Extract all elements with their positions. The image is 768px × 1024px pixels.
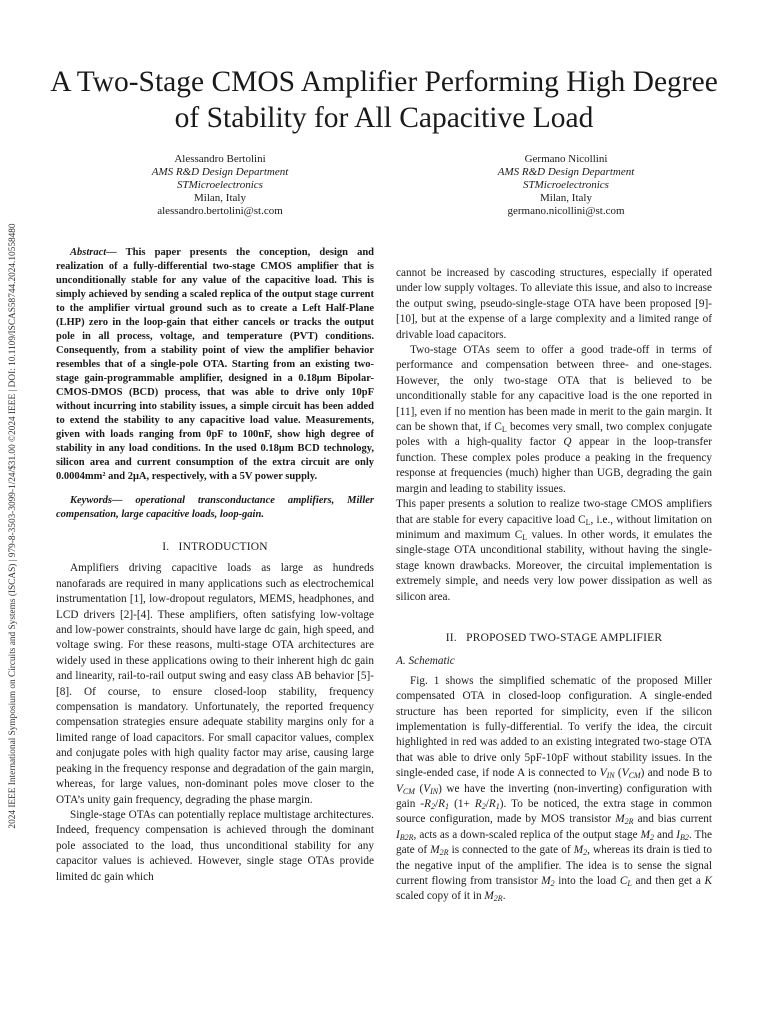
paper-title: A Two-Stage CMOS Amplifier Performing High Degree of Stability for All Capacitive Load (50, 66, 718, 134)
intro-paragraph-1: Amplifiers driving capacitive loads as large as hundreds nanofarads are required in many applications such as electrochemical instrumentation [1], low-dropout regulators, MEMS, headphones, and LCD drivers [2]-[4]. These amplifiers, often satisfying low-voltage and low-power constraints, should have large dc gain, high speed, and voltage swing. For these reasons, multi-stage OTA architectures are widely used in these applications owing to their inherent high dc gain and linearity, rail-to-rail output swing and easy class AB behavior [5]-[8]. Of course, to ensure closed-loop stability, frequency compensation is mandatory. Unfortunately, the reported frequency compensation strategies ensure adequate stability margins only for a limited range of load capacitors. For small capacitor values, complex and conjugate poles with high quality factor may arise, causing large peaking in the frequency response and degradation of the gain margin, whereas, for large values, non-dominant poles move closer to the OTA’s unity gain frequency, degrading the phase margin. (56, 562, 374, 806)
abstract-label: Abstract (70, 247, 107, 258)
section-heading-introduction: I. INTRODUCTION (162, 541, 268, 553)
right-column (396, 246, 712, 905)
author-email: alessandro.bertolini@st.com (157, 205, 283, 217)
author-department: AMS R&D Design Department (497, 166, 635, 178)
left-column (56, 246, 374, 885)
keywords (56, 494, 374, 522)
section-heading-proposed: II. PROPOSED TWO-STAGE AMPLIFIER (445, 631, 663, 644)
author-name: Germano Nicollini (524, 153, 608, 165)
body-paragraph-solution: This paper presents a solution to realize two-stage CMOS amplifiers that are stable for every capacitive load $C_L$, i.e., without limitation on minimum and maximum $C_L$ values. In other words, it emulates the single-stage OTA unconditional stability, without having the single-stage known drawbacks. Moreover, the circuital implementation is extremely simple, and needs very low power dissipation as well as silicon area. (396, 498, 712, 603)
keywords-label: Keywords (70, 495, 112, 506)
subsection-heading-schematic: A. Schematic (396, 655, 455, 668)
author-name: Alessandro Bertolini (174, 153, 266, 165)
author-location: Milan, Italy (540, 192, 592, 204)
keywords-text: operational transconductance amplifiers, Miller compensation, large capacitive loads, loop-gain. (56, 495, 374, 520)
author-email: germano.nicollini@st.com (507, 205, 625, 217)
author-company: STMicroelectronics (523, 179, 609, 191)
body-paragraph-continued: cannot be increased by cascoding structures, especially if operated under low supply voltages. To alleviate this issue, and also to increase the output swing, pseudo-single-stage OTA have been proposed [9]-[10], but at the expense of a large complexity and a limited range of drivable load capacitors. (396, 267, 712, 341)
doi-side-note: 2024 IEEE International Symposium on Circuits and Systems (ISCAS) | 979-8-3503-3099-1/24/$31.00 ©2024 IEEE | DOI: 10.1109/ISCAS58744.2024.10558480 (8, 223, 18, 829)
body-paragraph-schematic: Fig. 1 shows the simplified schematic of the proposed Miller compensated OTA in closed-loop configuration. A single-ended structure has been reported for simplicity, even if the silicon implementation is fully-differential. To verify the idea, the circuit highlighted in red was added to an existing integrated two-stage OTA that was able to drive only 5pF-10pF without stability issues. In the single-ended case, if node A is connected to $V_{IN}$ $(V_{CM})$ and node B to $V_{CM}$ $(V_{IN})$ we have the inverting (non-inverting) configuration with gain $-R_2/R_1$ $(1+ R_2/R_1)$. To be noticed, the extra stage in common source configuration, made by MOS transistor $M_{2R}$ and bias current $I_{B2R}$, acts as a down-scaled replica of the output stage $M_2$ and $I_{B2}$. The gate of $M_{2R}$ is connected to the gate of $M_2$, whereas its drain is tied to the negative input of the amplifier. The idea is to sense the signal current flowing from transistor $M_2$ into the load $C_L$ and then get a K scaled copy of it in $M_{2R}$. (396, 674, 713, 904)
abstract-text: This paper presents the conception, design and realization of a fully-differential two-stage CMOS amplifier that is unconditionally stable for any value of the capacitive load. This is simply achieved by sending a scaled replica of the output stage current to the amplifier virtual ground such as to create a Left Half-Plane (LHP) zero in the loop-gain that either cancels or tracks the output pole in all process, voltage, and temperature (PVT) conditions. Consequently, from a stability point of view the amplifier behavior resembles that of a single-pole OTA. Starting from an existing two-stage gain-programmable amplifier, designed in a 0.18μm Bipolar-CMOS-DMOS (BCD) process, that was able to drive only 10pF without incurring into stability issues, a simple circuit has been added to extend the stability to any capacitive load value. Measurements, given with loads ranging from 0pF to 100nF, show high degree of stability in any load conditions. In the used 0.18μm BCD technology, silicon area and current consumption of the extra circuit are only 0.0004mm² and 2μA, respectively, with a 5V power supply. (56, 247, 375, 482)
author-company: STMicroelectronics (177, 179, 263, 191)
author-location: Milan, Italy (194, 192, 246, 204)
body-paragraph-two-stage: Two-stage OTAs seem to offer a good trade-off in terms of performance and compensation between three- and one-stages. However, the only two-stage OTA that is believed to be unconditionally stable for any capacitive load is the one reported in [11], even if no mention has been made in merit to the gain margin. It can be shown that, if $C_L$ becomes very small, two complex conjugate poles with a high-quality factor Q appear in the loop-transfer function. These complex poles produce a peaking in the frequency response at frequencies (much) higher than UGB, degrading the gain margin and leading to stability issues. (396, 344, 712, 495)
intro-paragraph-2: Single-stage OTAs can potentially replace multistage architectures. Indeed, frequency compensation is achieved through the dominant pole associated to the load, thus unconditional stability for any capacitor values is achieved. However, single stage OTAs provide limited dc gain which (56, 808, 374, 883)
author-block-1 (70, 153, 370, 218)
abstract (56, 246, 374, 484)
abstract-dash: — (106, 247, 126, 258)
author-department: AMS R&D Design Department (151, 166, 289, 178)
keywords-dash: — (112, 495, 136, 506)
author-block-2 (416, 153, 716, 218)
